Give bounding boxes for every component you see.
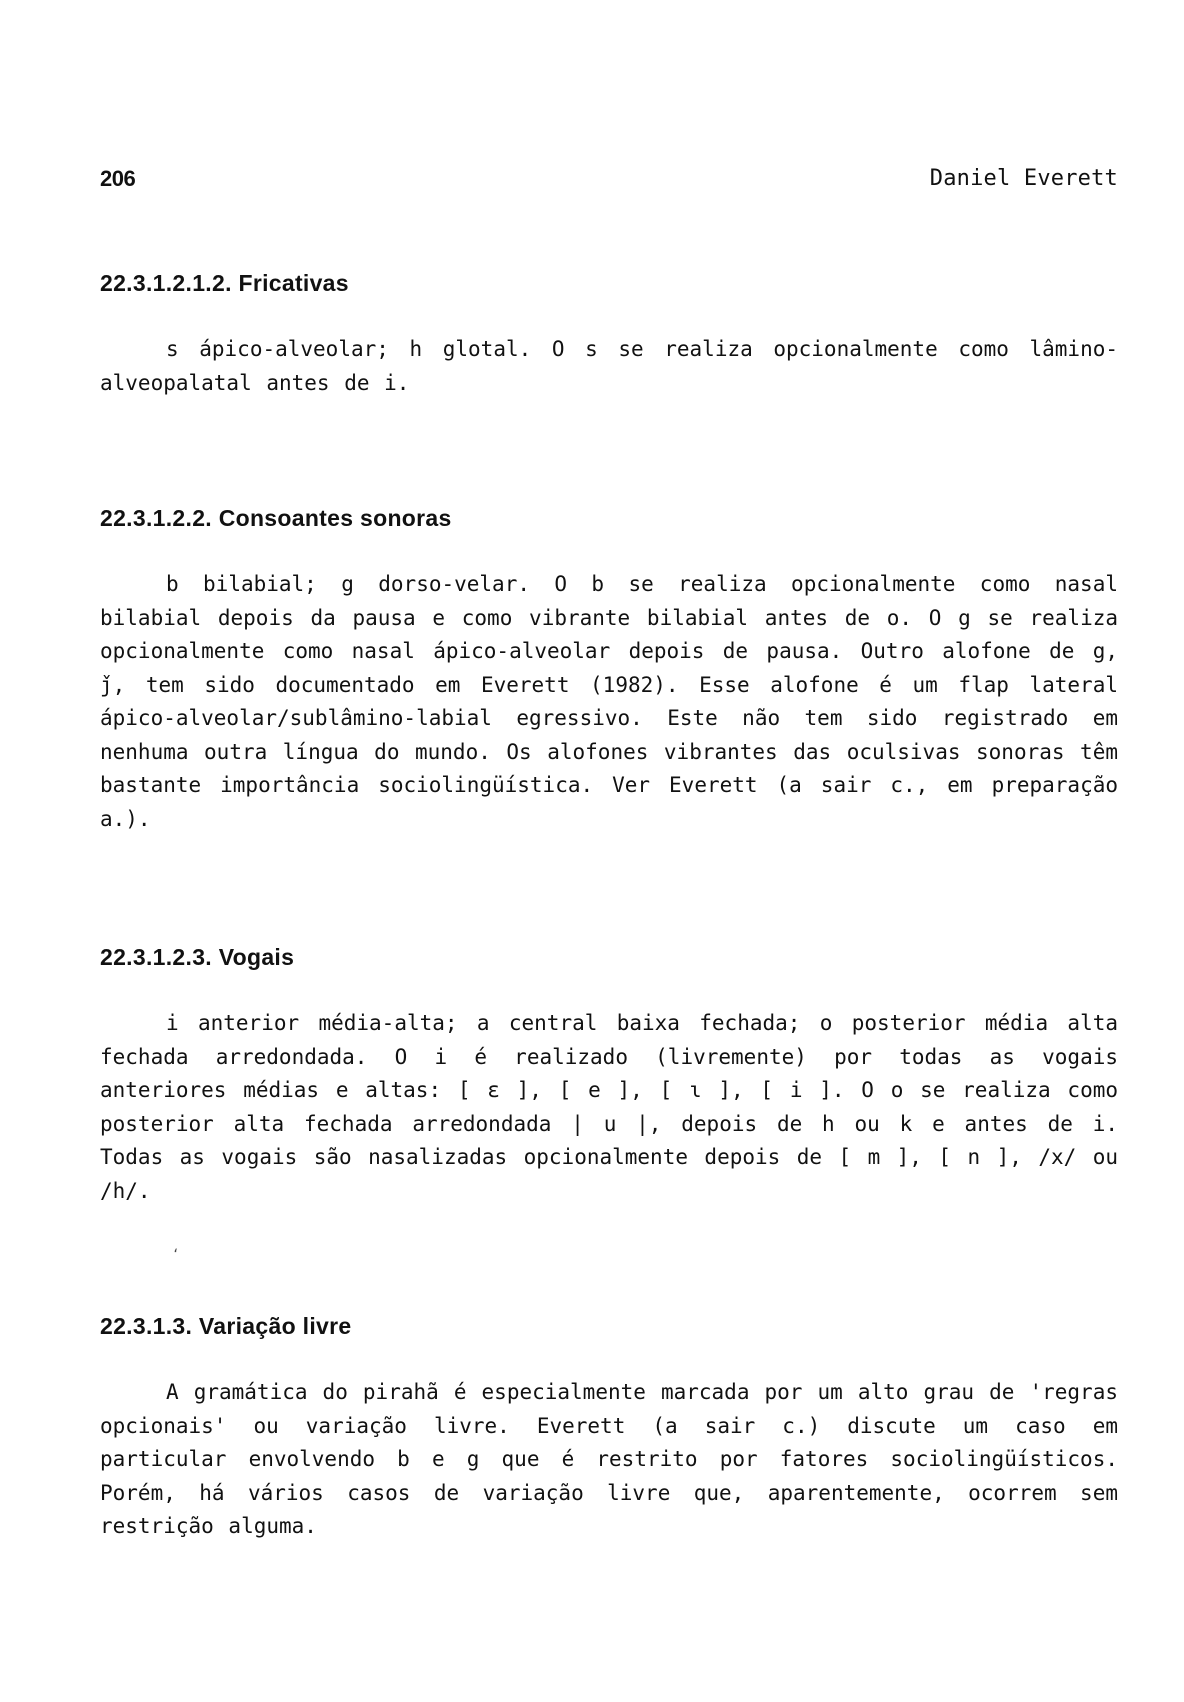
section-fricativas <box>100 270 1118 400</box>
section-heading: 22.3.1.2.2. Consoantes sonoras <box>100 505 452 531</box>
section-heading: 22.3.1.2.3. Vogais <box>100 944 295 970</box>
section-variacao-livre <box>100 1313 1118 1544</box>
section-paragraph: A gramática do pirahã é especialmente marcada por um alto grau de 'regras opcionais' ou variação livre. Everett (a sair c.) discute um caso em particular envolvendo b e g que é restrito por fatores sociolingüísticos. Porém, há vários casos de variação livre que, aparentemente, ocorrem sem restrição alguma. <box>100 1380 1118 1538</box>
section-paragraph: b bilabial; g dorso-velar. O b se realiza opcionalmente como nasal bilabial depois da pausa e como vibrante bilabial antes de o. O g se realiza opcionalmente como nasal ápico-alveolar depois de pausa. Outro alofone de g, ǰ, tem sido documentado em Everett (1982). Esse alofone é um flap lateral ápico-alveolar/sublâmino-labial egressivo. Este não tem sido registrado em nenhuma outra língua do mundo. Os alofones vibrantes das oculsivas sonoras têm bastante importância sociolingüística. Ver Everett (a sair c., em preparação a.). <box>100 572 1118 831</box>
page-header <box>100 166 1118 196</box>
section-paragraph: s ápico-alveolar; h glotal. O s se realiza opcionalmente como lâmino-alveopalatal antes de i. <box>100 337 1118 395</box>
section-consoantes-sonoras <box>100 505 1118 836</box>
section-heading: 22.3.1.3. Variação livre <box>100 1313 352 1339</box>
section-vogais <box>100 944 1118 1208</box>
scan-speck: ‘ <box>172 1247 180 1261</box>
section-heading: 22.3.1.2.1.2. Fricativas <box>100 270 349 296</box>
running-head-author: Daniel Everett <box>929 166 1118 191</box>
page-number: 206 <box>100 166 136 191</box>
section-paragraph: i anterior média-alta; a central baixa fechada; o posterior média alta fechada arredondada. O i é realizado (livremente) por todas as vogais anteriores médias e altas: [ ɛ ], [ e ], [ ɩ ], [ i ]. O o se realiza como posterior alta fechada arredondada | u |, depois de h ou k e antes de i. Todas as vogais são nasalizadas opcionalmente depois de [ m ], [ n ], /x/ ou /h/. <box>100 1011 1118 1203</box>
